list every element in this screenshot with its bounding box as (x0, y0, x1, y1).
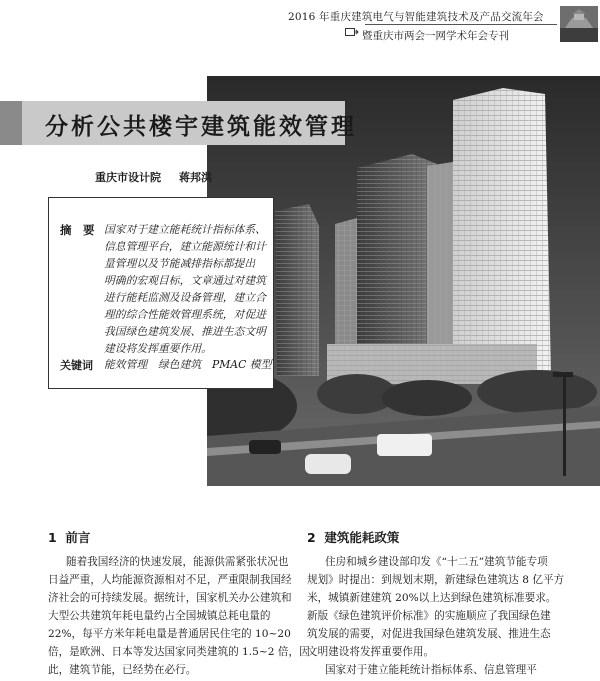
paragraph-line: 筑发展的需要，对促进我国绿色建筑发展、推进生态 (307, 628, 551, 640)
author-affiliation: 重庆市设计院 (95, 171, 161, 184)
section-number: 1 (48, 530, 57, 545)
paragraph-line: 倍，是欧洲、日本等发达国家同类建筑的 1.5~2 倍，因 (48, 646, 310, 658)
abstract-line: 国家对于建立能耗统计指标体系、 (104, 223, 266, 236)
abstract-label: 摘 要 (60, 223, 95, 237)
section-heading (307, 528, 399, 546)
paragraph-line: 米，城镇新建建筑 20%以上达到绿色建筑标准要求。 (307, 592, 557, 604)
paragraph-line: 文明建设将发挥重要作用。 (307, 646, 435, 658)
keywords-label: 关键词 (60, 359, 93, 372)
paragraph-line: 22%，每平方米年耗电量是普通居民住宅的 10~20 (48, 628, 291, 640)
author-line (95, 169, 230, 185)
section-title: 建筑能耗政策 (324, 530, 400, 545)
city-skyline-thumbnail (560, 6, 598, 42)
paragraph-line: 日益严重，人均能源资源相对不足，严重限制我国经 (48, 574, 292, 586)
abstract-line: 明确的宏观目标，文章通过对建筑 (104, 274, 266, 287)
paragraph-line: 住房和城乡建设部印发《“十二五”建筑节能专项 (325, 556, 548, 568)
paragraph-line: 此，建筑节能，已经势在必行。 (48, 664, 197, 676)
abstract-line: 量管理以及节能减排指标都提出 (104, 257, 256, 270)
arrow-icon (345, 26, 359, 38)
paragraph-line: 规划》时提出：到规划末期，新建绿色建筑达 8 亿平方 (307, 574, 565, 586)
paragraph-line: 随着我国经济的快速发展，能源供需紧张状况也 (66, 556, 289, 568)
section-title: 前言 (65, 530, 91, 545)
abstract-line: 我国绿色建筑发展、推进生态文明 (104, 325, 266, 338)
keywords-text: 能效管理 绿色建筑 PMAC 模型 (104, 358, 272, 371)
title-band-accent (0, 101, 22, 145)
article-title: 分析公共楼宇建筑能效管理 (45, 114, 357, 140)
section-heading (48, 528, 90, 546)
conference-subtitle: 暨重庆市两会一网学术年会专刊 (362, 30, 509, 42)
section-number: 2 (307, 530, 316, 545)
abstract-line: 理的综合性能效管理系统，对促进 (104, 308, 266, 321)
conference-header: 2016 年重庆建筑电气与智能建筑技术及产品交流年会 (288, 11, 544, 23)
paragraph-line: 国家对于建立能耗统计指标体系、信息管理平 (325, 664, 537, 676)
paragraph-line: 济社会的可持续发展。据统计，国家机关办公建筑和 (48, 592, 292, 604)
abstract-line: 信息管理平台，建立能源统计和计 (104, 240, 266, 253)
abstract-line: 建设将发挥重要作用。 (104, 342, 212, 355)
abstract-line: 进行能耗监测及设备管理，建立合 (104, 291, 266, 304)
author-name: 蒋邦洪 (179, 171, 212, 184)
header-rule (365, 24, 557, 25)
paragraph-line: 大型公共建筑年耗电量约占全国城镇总耗电量的 (48, 610, 271, 622)
paragraph-line: 新版《绿色建筑评价标准》的实施顺应了我国绿色建 (307, 610, 551, 622)
